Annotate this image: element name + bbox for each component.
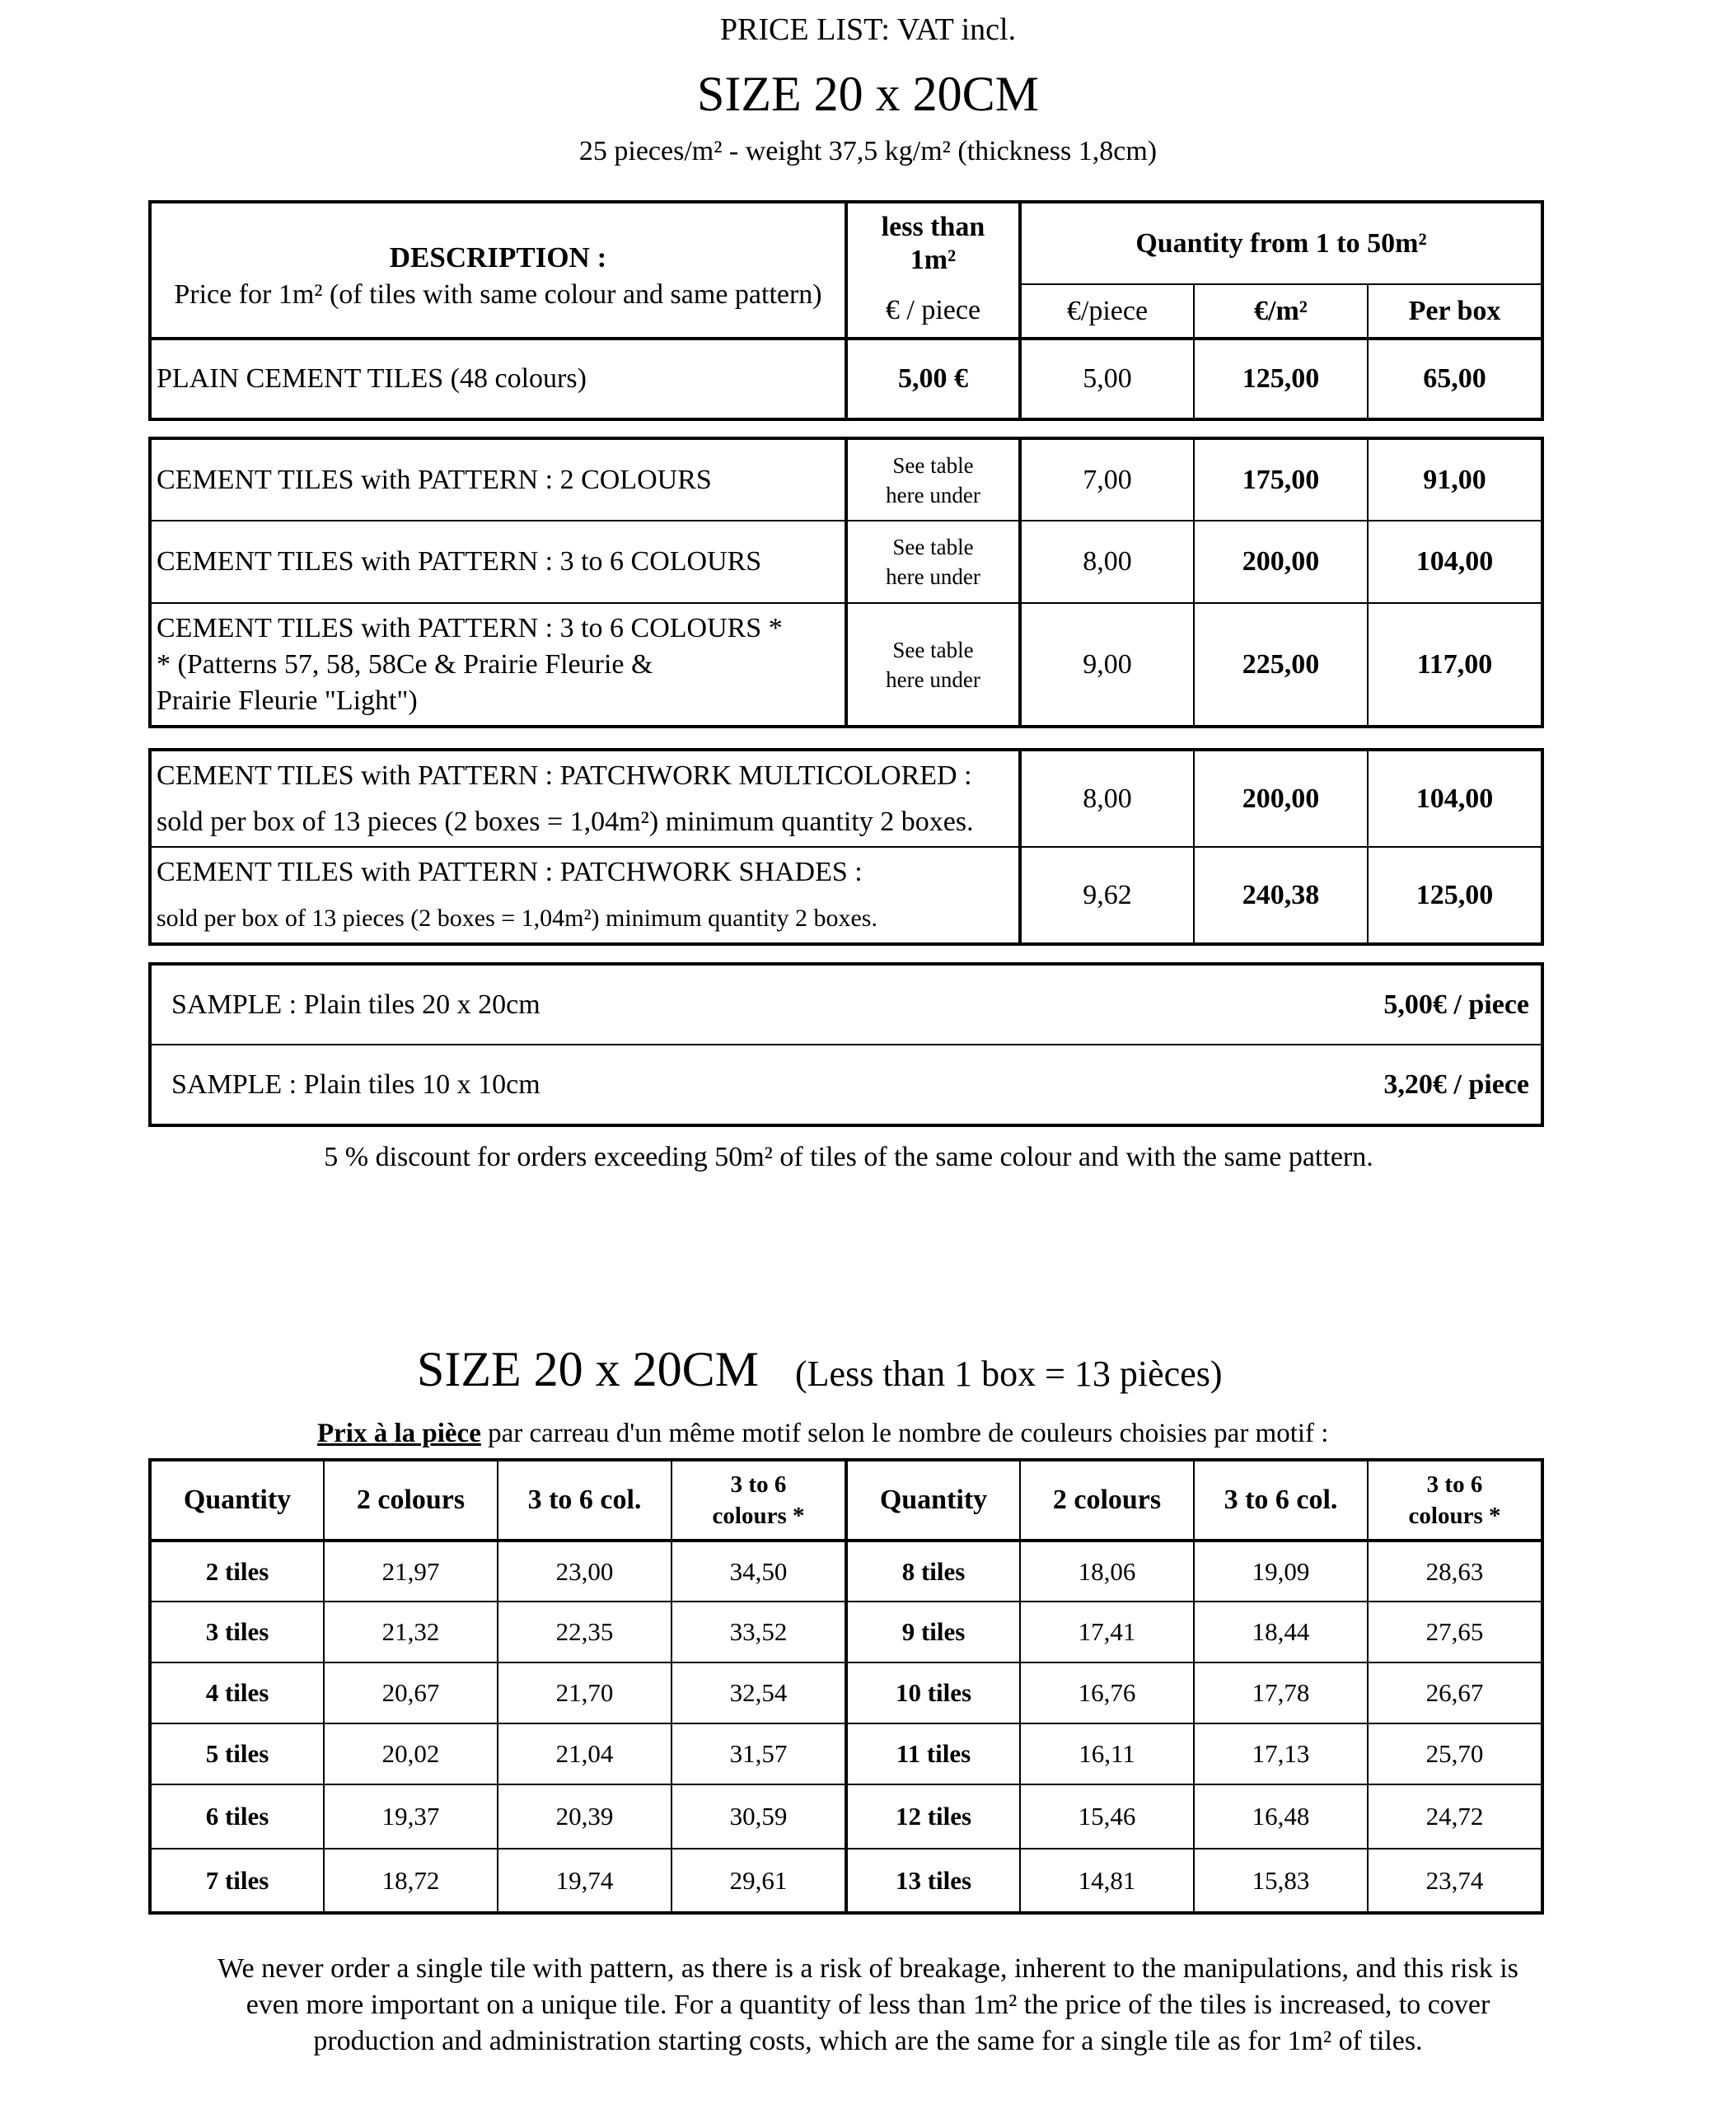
less-than-unit: € / piece	[846, 284, 1020, 339]
three-six-header: 3 to 6 col.	[498, 1460, 671, 1541]
see-table-line1: See table	[892, 452, 974, 478]
star-colours-cell: 30,59	[671, 1784, 846, 1849]
three-six-cell: 17,13	[1194, 1723, 1368, 1784]
quantity-row	[150, 1662, 1542, 1723]
plain-m2: 125,00	[1194, 339, 1368, 419]
star-header-line2: colours *	[1408, 1503, 1501, 1529]
three-six-cell: 23,00	[498, 1541, 671, 1602]
patchwork-table	[148, 748, 1544, 946]
two-colours-cell: 21,32	[324, 1602, 498, 1662]
patchwork-piece: 9,62	[1020, 847, 1194, 944]
quantity-cell: 2 tiles	[150, 1541, 324, 1602]
quantity-header-row	[150, 1460, 1542, 1541]
sample-row	[150, 1045, 1542, 1125]
size-subtitle: 25 pieces/m² - weight 37,5 kg/m² (thickness 1,8cm)	[578, 136, 1158, 166]
see-table-line1: See table	[892, 637, 974, 662]
pattern-box: 104,00	[1368, 521, 1542, 603]
patchwork-label-line1: CEMENT TILES with PATTERN : PATCHWORK SHADES :	[157, 856, 863, 887]
star-colours-cell: 34,50	[671, 1541, 846, 1602]
quantity-cell: 13 tiles	[846, 1849, 1020, 1913]
see-table-cell	[846, 438, 1020, 521]
three-six-cell: 19,09	[1194, 1541, 1368, 1602]
pattern-row	[150, 438, 1542, 521]
two-colours-header: 2 colours	[1020, 1460, 1194, 1541]
pattern-label-line2: * (Patterns 57, 58, 58Ce & Prairie Fleurie &	[157, 648, 653, 680]
two-colours-cell: 18,72	[324, 1849, 498, 1913]
size-title: SIZE 20 x 20CM	[696, 67, 1040, 121]
quantity-row	[150, 1784, 1542, 1849]
three-six-cell: 16,48	[1194, 1784, 1368, 1849]
star-colours-cell: 28,63	[1368, 1541, 1542, 1602]
quantity-cell: 6 tiles	[150, 1784, 324, 1849]
price-table-header	[148, 200, 1544, 421]
star-header-line1: 3 to 6	[730, 1471, 787, 1498]
plain-label: PLAIN CEMENT TILES (48 colours)	[150, 339, 846, 419]
samples-table	[148, 962, 1544, 1127]
sample-price: 5,00€ / piece	[1287, 964, 1542, 1045]
discount-note: 5 % discount for orders exceeding 50m² of tiles of the same colour and with the same pattern.	[324, 1142, 1373, 1172]
col-piece-header: €/piece	[1020, 284, 1194, 339]
sample-row	[150, 964, 1542, 1045]
quantity-header: Quantity	[150, 1460, 324, 1541]
see-table-cell	[846, 521, 1020, 603]
pattern-m2: 225,00	[1194, 603, 1368, 727]
three-six-cell: 17,78	[1194, 1662, 1368, 1723]
three-six-header: 3 to 6 col.	[1194, 1460, 1368, 1541]
patchwork-box: 125,00	[1368, 847, 1542, 944]
less-than-line2: 1m²	[910, 245, 957, 275]
pattern-box: 117,00	[1368, 603, 1542, 727]
pattern-label-line3: Prairie Fleurie "Light")	[157, 685, 418, 716]
patchwork-row	[150, 847, 1542, 944]
pattern-label: CEMENT TILES with PATTERN : 2 COLOURS	[150, 438, 846, 521]
quantity-cell: 11 tiles	[846, 1723, 1020, 1784]
sample-price: 3,20€ / piece	[1287, 1045, 1542, 1125]
quantity-row	[150, 1723, 1542, 1784]
quantity-cell: 12 tiles	[846, 1784, 1020, 1849]
see-table-line2: here under	[886, 564, 980, 589]
price-list-heading: PRICE LIST: VAT incl.	[719, 12, 1017, 47]
three-six-cell: 18,44	[1194, 1602, 1368, 1662]
section2-intro	[317, 1419, 1328, 1449]
footer-line1: We never order a single tile with pattern, as there is a risk of breakage, inherent to the manipulations, and this risk is	[218, 1953, 1518, 1984]
description-title: DESCRIPTION :	[389, 241, 607, 274]
star-header-line2: colours *	[712, 1503, 805, 1529]
section2-intro-rest: par carreau d'un même motif selon le nombre de couleurs choisies par motif :	[480, 1419, 1329, 1448]
star-colours-cell: 23,74	[1368, 1849, 1542, 1913]
pattern-box: 91,00	[1368, 438, 1542, 521]
star-colours-cell: 24,72	[1368, 1784, 1542, 1849]
see-table-line2: here under	[886, 482, 980, 507]
three-six-cell: 20,39	[498, 1784, 671, 1849]
patchwork-label	[150, 750, 1020, 847]
two-colours-cell: 19,37	[324, 1784, 498, 1849]
two-colours-cell: 15,46	[1020, 1784, 1194, 1849]
star-colours-cell: 27,65	[1368, 1602, 1542, 1662]
pattern-row	[150, 521, 1542, 603]
quantity-cell: 8 tiles	[846, 1541, 1020, 1602]
pattern-label: CEMENT TILES with PATTERN : 3 to 6 COLOURS	[150, 521, 846, 603]
section2-size-title: SIZE 20 x 20CM	[417, 1342, 760, 1396]
patchwork-label-line1: CEMENT TILES with PATTERN : PATCHWORK MULTICOLORED :	[157, 760, 972, 791]
quantity-row	[150, 1602, 1542, 1662]
three-six-cell: 21,70	[498, 1662, 671, 1723]
footer-note	[0, 1951, 1736, 2060]
star-colours-cell: 29,61	[671, 1849, 846, 1913]
quantity-row	[150, 1541, 1542, 1602]
star-colours-cell: 26,67	[1368, 1662, 1542, 1723]
star-header-line1: 3 to 6	[1426, 1471, 1483, 1498]
patchwork-label-line2: sold per box of 13 pieces (2 boxes = 1,04m²) minimum quantity 2 boxes.	[157, 806, 974, 837]
section2-title	[417, 1341, 1223, 1398]
star-header	[1368, 1460, 1542, 1541]
pattern-label-line1: CEMENT TILES with PATTERN : 3 to 6 COLOURS *	[157, 612, 783, 643]
two-colours-cell: 21,97	[324, 1541, 498, 1602]
patchwork-m2: 200,00	[1194, 750, 1368, 847]
sample-label: SAMPLE : Plain tiles 10 x 10cm	[150, 1045, 1287, 1125]
plain-less: 5,00 €	[846, 339, 1020, 419]
quantity-cell: 4 tiles	[150, 1662, 324, 1723]
two-colours-cell: 14,81	[1020, 1849, 1194, 1913]
patchwork-box: 104,00	[1368, 750, 1542, 847]
pattern-row	[150, 603, 1542, 727]
star-colours-cell: 25,70	[1368, 1723, 1542, 1784]
three-six-cell: 22,35	[498, 1602, 671, 1662]
two-colours-cell: 18,06	[1020, 1541, 1194, 1602]
footer-line2: even more important on a unique tile. For a quantity of less than 1m² the price of the tiles is increased, to cover	[246, 1990, 1490, 2020]
quantity-row	[150, 1849, 1542, 1913]
quantity-header: Quantity from 1 to 50m²	[1020, 202, 1542, 284]
plain-tiles-row	[150, 339, 1542, 419]
two-colours-cell: 17,41	[1020, 1602, 1194, 1662]
two-colours-header: 2 colours	[324, 1460, 498, 1541]
pattern-label-multi	[150, 603, 846, 727]
star-colours-cell: 33,52	[671, 1602, 846, 1662]
col-m2-header: €/m²	[1194, 284, 1368, 339]
quantity-cell: 3 tiles	[150, 1602, 324, 1662]
two-colours-cell: 16,76	[1020, 1662, 1194, 1723]
plain-box: 65,00	[1368, 339, 1542, 419]
star-colours-cell: 31,57	[671, 1723, 846, 1784]
sample-label: SAMPLE : Plain tiles 20 x 20cm	[150, 964, 1287, 1045]
quantity-cell: 9 tiles	[846, 1602, 1020, 1662]
section2-intro-underlined: Prix à la pièce	[317, 1419, 481, 1448]
plain-piece: 5,00	[1020, 339, 1194, 419]
footer-line3: production and administration starting costs, which are the same for a single tile as for 1m² of tiles.	[313, 2026, 1423, 2056]
patchwork-piece: 8,00	[1020, 750, 1194, 847]
quantity-price-table	[148, 1458, 1544, 1915]
quantity-header: Quantity	[846, 1460, 1020, 1541]
pattern-price-table	[148, 437, 1544, 728]
see-table-line1: See table	[892, 535, 974, 559]
patchwork-label	[150, 847, 1020, 944]
patchwork-row	[150, 750, 1542, 847]
star-header	[671, 1460, 846, 1541]
three-six-cell: 21,04	[498, 1723, 671, 1784]
pattern-m2: 175,00	[1194, 438, 1368, 521]
three-six-cell: 19,74	[498, 1849, 671, 1913]
pattern-m2: 200,00	[1194, 521, 1368, 603]
pattern-piece: 9,00	[1020, 603, 1194, 727]
quantity-cell: 7 tiles	[150, 1849, 324, 1913]
less-than-header	[846, 202, 1020, 284]
section2-size-note: (Less than 1 box = 13 pièces)	[795, 1354, 1223, 1394]
quantity-cell: 10 tiles	[846, 1662, 1020, 1723]
patchwork-m2: 240,38	[1194, 847, 1368, 944]
see-table-cell	[846, 603, 1020, 727]
pattern-piece: 7,00	[1020, 438, 1194, 521]
three-six-cell: 15,83	[1194, 1849, 1368, 1913]
quantity-cell: 5 tiles	[150, 1723, 324, 1784]
less-than-line1: less than	[881, 212, 985, 242]
pattern-piece: 8,00	[1020, 521, 1194, 603]
two-colours-cell: 16,11	[1020, 1723, 1194, 1784]
col-box-header: Per box	[1368, 284, 1542, 339]
two-colours-cell: 20,02	[324, 1723, 498, 1784]
description-sub: Price for 1m² (of tiles with same colour and same pattern)	[174, 279, 822, 310]
patchwork-label-line2: sold per box of 13 pieces (2 boxes = 1,04m²) minimum quantity 2 boxes.	[157, 904, 877, 932]
description-cell	[150, 202, 846, 339]
star-colours-cell: 32,54	[671, 1662, 846, 1723]
see-table-line2: here under	[886, 666, 980, 692]
two-colours-cell: 20,67	[324, 1662, 498, 1723]
